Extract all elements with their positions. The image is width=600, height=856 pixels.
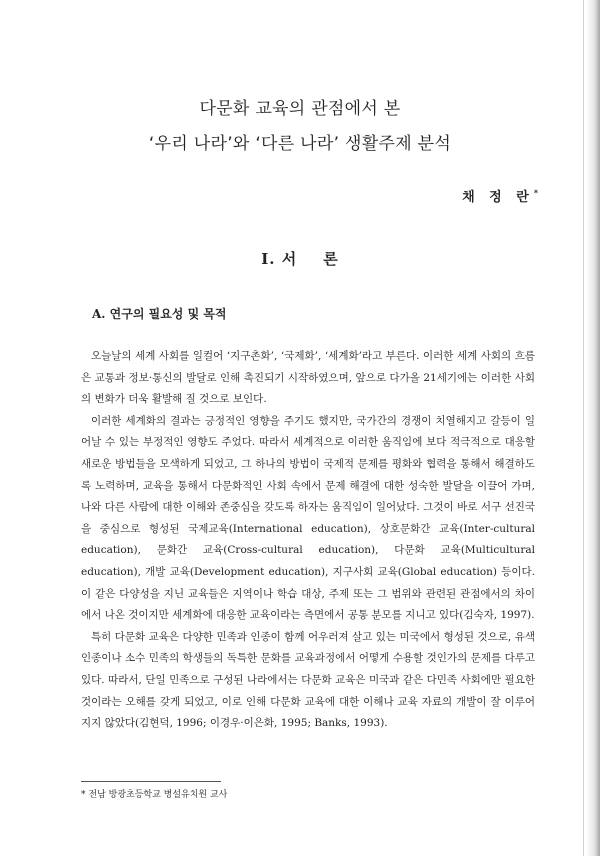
page-edge-shadow bbox=[586, 0, 600, 856]
section-title-char-1: 서 bbox=[281, 250, 298, 268]
section-number: I. bbox=[261, 250, 276, 268]
footnote-mark: * bbox=[81, 790, 86, 800]
page-edge-line bbox=[583, 0, 584, 856]
author-footnote-mark: * bbox=[533, 187, 538, 198]
section-heading bbox=[0, 248, 600, 269]
author-name: 채 정 란 bbox=[462, 190, 534, 205]
footnote bbox=[81, 787, 227, 800]
paragraph-3: 특히 다문화 교육은 다양한 민족과 인종이 함께 어우러져 살고 있는 미국에서 형성된 것으로, 유색인종이나 소수 민족의 학생들의 독특한 문화를 교육과정에서 어떻게 수용할 것인가의 문제를 다루고 있다. 따라서, 단일 민족으로 구성된 나라에서는 다문화 교육은 미국과 같은 다민족 사회에만 필요한 것이라는 오해를 갖게 되었고, 이로 인해 다문화 교육에 대한 이해나 교육 자료의 개발이 잘 이루어지지 않았다(김현덕, 1996; 이경우·이은화, 1995; Banks, 1993). bbox=[81, 630, 535, 730]
author bbox=[462, 186, 538, 205]
subsection-heading: A. 연구의 필요성 및 목적 bbox=[92, 307, 227, 321]
paragraph-2: 이러한 세계화의 결과는 긍정적인 영향을 주기도 했지만, 국가간의 경쟁이 치열해지고 갈등이 일어날 수 있는 부정적인 영향도 주었다. 따라서 세계적으로 이러한 움직임에 보다 적극적으로 대응할 새로운 방법들을 모색하게 되었고, 그 하나의 방법이 국제적 문제를 평화와 협력을 통해서 해결하도록 노력하며, 교육을 통해서 다문화적인 사회 속에서 문제 해결에 대한 성숙한 발달을 이끌어 가며, 나와 다른 사람에 대한 이해와 존중심을 갖도록 하자는 움직임이 일어났다. 그것이 바로 서구 선진국을 중심으로 형성된 국제교육(International education), 상호문화간 교육(Inter-cultural education), 문화간 교육(Cross-cultural education), 다문화 교육(Multicultural education), 개발 교육(Development education), 지구사회 교육(Global education) 등이다. 이 같은 다양성을 지닌 교육들은 지역이나 학습 대상, 주제 또는 그 범위와 관련된 관점에서의 차이에서 나온 것이지만 세계화에 대응한 교육이라는 측면에서 공통 분모를 지니고 있다(김숙자, 1997). bbox=[81, 414, 535, 622]
paragraph-1: 오늘날의 세계 사회를 일컬어 ‘지구촌화’, ‘국제화’, ‘세계화’라고 부른다. 이러한 세계 사회의 흐름은 교통과 정보·통신의 발달로 인해 촉진되기 시작하였으며, 앞으로 다가올 21세기에는 이러한 사회의 변화가 더욱 활발해 질 것으로 보인다. bbox=[81, 350, 535, 406]
footnote-divider bbox=[81, 781, 221, 782]
title-line-2: ‘우리 나라’와 ‘다른 나라’ 생활주제 분석 bbox=[148, 134, 452, 154]
body-text bbox=[81, 346, 535, 735]
title-line-1: 다문화 교육의 관점에서 본 bbox=[199, 99, 401, 119]
section-title-char-2: 론 bbox=[323, 250, 339, 268]
footnote-text: 전남 방광초등학교 병설유치원 교사 bbox=[88, 790, 228, 800]
